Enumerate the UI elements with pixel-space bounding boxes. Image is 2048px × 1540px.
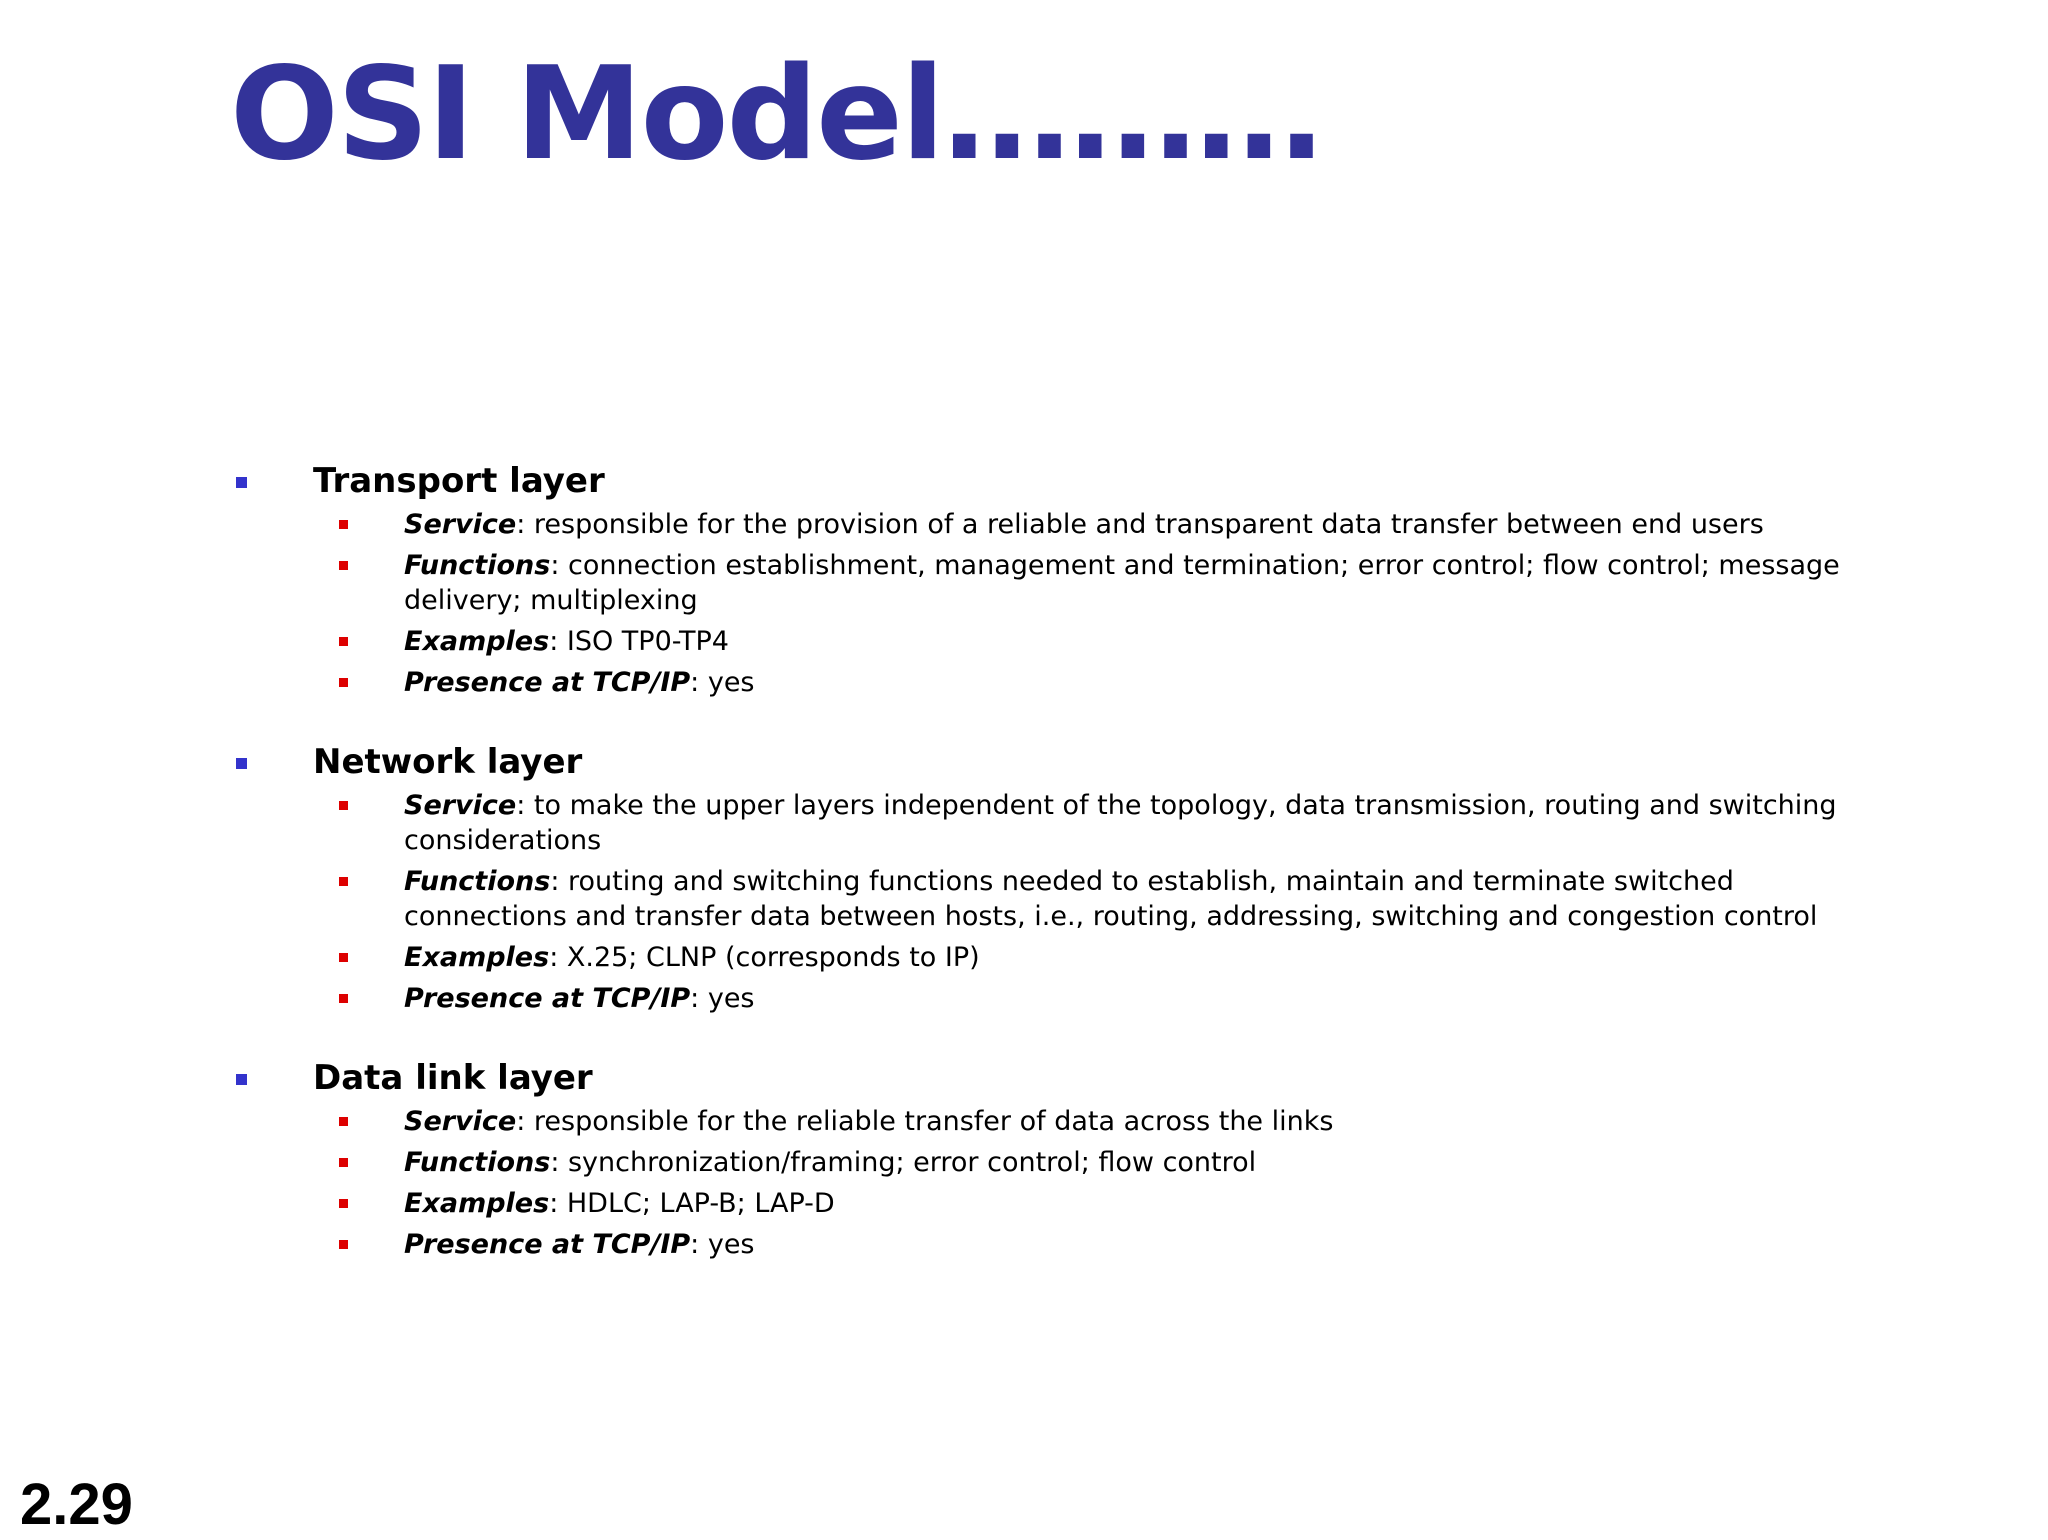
item-term: Functions <box>404 1147 551 1178</box>
item-term: Examples <box>404 1188 550 1219</box>
item-term: Service <box>404 509 517 540</box>
square-bullet-icon <box>236 1074 247 1085</box>
list-item <box>0 981 1884 1016</box>
item-text: : routing and switching functions needed to establish, maintain and terminate switched connections and transfer data between hosts, i.e., routing, addressing, switching and congestion control <box>404 866 1818 932</box>
section-heading <box>0 455 2048 507</box>
square-bullet-icon <box>339 1199 348 1208</box>
slide-number: 2.29 <box>20 1472 133 1537</box>
item-text: : connection establishment, management and termination; error control; flow control; message delivery; multiplexing <box>404 550 1840 616</box>
item-text: : ISO TP0-TP4 <box>549 626 729 657</box>
list-item <box>0 940 1884 975</box>
item-text: : to make the upper layers independent of the topology, data transmission, routing and switching considerations <box>404 790 1837 856</box>
list-item <box>0 1227 1884 1262</box>
square-bullet-icon <box>339 678 348 687</box>
item-text: : X.25; CLNP (corresponds to IP) <box>549 942 980 973</box>
item-text: : HDLC; LAP-B; LAP-D <box>549 1188 835 1219</box>
section-transport-layer <box>0 455 2048 700</box>
item-text: : responsible for the provision of a reliable and transparent data transfer between end users <box>516 509 1764 540</box>
section-data-link-layer <box>0 1052 2048 1262</box>
square-bullet-icon <box>339 801 348 810</box>
item-term: Functions <box>404 550 551 581</box>
slide-content <box>0 455 2048 1298</box>
list-item <box>0 624 1884 659</box>
section-title: Transport layer <box>313 461 605 501</box>
section-network-layer <box>0 736 2048 1016</box>
list-item <box>0 864 1884 934</box>
list-item <box>0 1104 1884 1139</box>
square-bullet-icon <box>339 637 348 646</box>
item-term: Examples <box>404 942 550 973</box>
list-item <box>0 548 1884 618</box>
item-text: : responsible for the reliable transfer of data across the links <box>516 1106 1334 1137</box>
list-item <box>0 1145 1884 1180</box>
list-item <box>0 1186 1884 1221</box>
list-item <box>0 507 1884 542</box>
square-bullet-icon <box>236 477 247 488</box>
square-bullet-icon <box>339 877 348 886</box>
item-term: Presence at TCP/IP <box>404 1229 691 1260</box>
square-bullet-icon <box>339 1240 348 1249</box>
item-term: Presence at TCP/IP <box>404 667 691 698</box>
square-bullet-icon <box>236 758 247 769</box>
slide-title: OSI Model……… <box>230 40 1321 189</box>
list-item <box>0 665 1884 700</box>
item-text: : synchronization/framing; error control; flow control <box>550 1147 1257 1178</box>
section-heading <box>0 736 2048 788</box>
item-term: Service <box>404 1106 517 1137</box>
square-bullet-icon <box>339 561 348 570</box>
item-term: Functions <box>404 866 551 897</box>
square-bullet-icon <box>339 520 348 529</box>
section-title: Network layer <box>313 742 583 782</box>
item-text: : yes <box>690 667 755 698</box>
list-item <box>0 788 1884 858</box>
square-bullet-icon <box>339 994 348 1003</box>
item-term: Presence at TCP/IP <box>404 983 691 1014</box>
square-bullet-icon <box>339 1117 348 1126</box>
item-text: : yes <box>690 983 755 1014</box>
square-bullet-icon <box>339 953 348 962</box>
item-term: Examples <box>404 626 550 657</box>
item-term: Service <box>404 790 517 821</box>
section-heading <box>0 1052 2048 1104</box>
square-bullet-icon <box>339 1158 348 1167</box>
section-title: Data link layer <box>313 1058 593 1098</box>
item-text: : yes <box>690 1229 755 1260</box>
